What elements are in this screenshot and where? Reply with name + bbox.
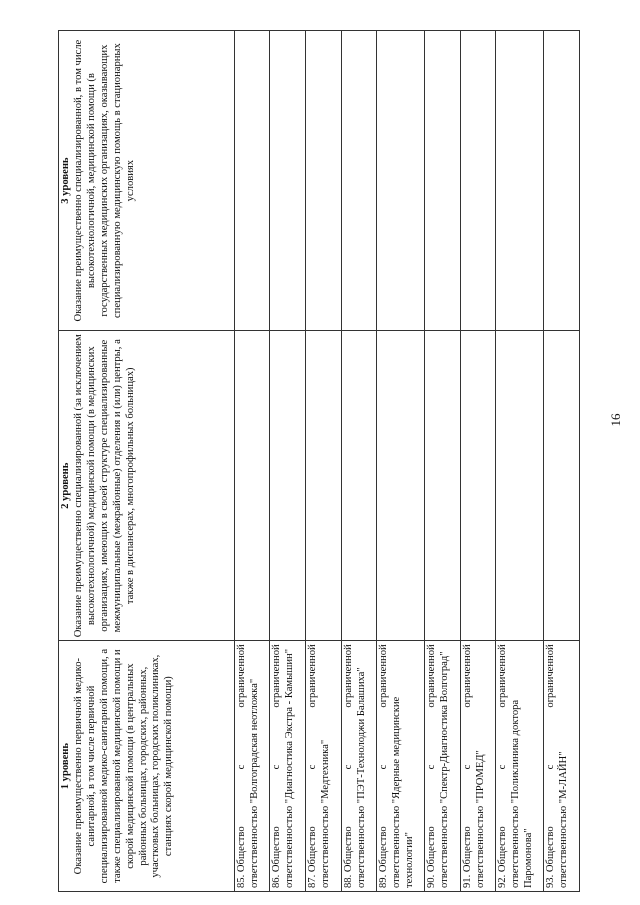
level-2-cell <box>234 331 270 641</box>
organization-cell <box>425 641 461 892</box>
organization-cell <box>544 641 580 892</box>
table-row <box>544 31 580 892</box>
word-s: с <box>342 764 354 770</box>
row-number-and-word: 89. Общество <box>378 826 390 888</box>
level-title: 1 уровень <box>60 743 71 790</box>
level-2-cell <box>341 331 377 641</box>
header-level-1 <box>59 641 235 892</box>
word-limited: ограниченной <box>342 644 354 708</box>
level-description: Оказание преимущественно специализированной, в том числе высокотехнологичной, медицинской помощи (в государственных медицинских организациях, оказывающих специализированную медицинскую помощь в стационарных условиях <box>72 39 136 322</box>
row-number-and-word: 93. Общество <box>545 826 557 888</box>
organization-cell <box>270 641 306 892</box>
word-s: с <box>271 764 283 770</box>
level-2-cell <box>425 331 461 641</box>
header-level-2 <box>59 331 235 641</box>
word-s: с <box>545 764 557 770</box>
organization-name: ответственностью "Диагностика Экстра - Камышин" <box>284 648 296 888</box>
levels-table <box>58 30 580 892</box>
level-title: 2 уровень <box>60 462 71 509</box>
organization-name: ответственностью "Ядерные медицинские технологии" <box>391 696 416 888</box>
word-s: с <box>461 764 473 770</box>
organization-name: ответственностью "Волгоградская неотложка" <box>248 678 260 888</box>
organization-cell <box>377 641 425 892</box>
word-s: с <box>497 764 509 770</box>
header-level-3 <box>59 31 235 331</box>
row-number-and-word: 86. Общество <box>271 826 283 888</box>
word-limited: ограниченной <box>271 644 283 708</box>
word-limited: ограниченной <box>461 644 473 708</box>
word-limited: ограниченной <box>545 644 557 708</box>
table-row <box>460 31 496 892</box>
level-3-cell <box>425 31 461 331</box>
organization-name: ответственностью "М-ЛАЙН" <box>558 751 570 888</box>
table-row <box>234 31 270 892</box>
table-row <box>270 31 306 892</box>
organization-cell <box>234 641 270 892</box>
table-row <box>341 31 377 892</box>
organization-cell <box>305 641 341 892</box>
row-number-and-word: 92. Общество <box>497 826 509 888</box>
level-description: Оказание преимущественно первичной медико-санитарной, в том числе первичной специализированной медико-санитарной помощи, а также специализированной медицинской помощи и скорой медицинской помощи (в центральных районных больницах, городских, районных, участковых больницах, городских поликлиниках, станциях скорой медицинской помощи) <box>72 648 175 884</box>
level-2-cell <box>305 331 341 641</box>
row-number-and-word: 87. Общество <box>306 826 318 888</box>
organization-name: ответственностью "ПЭТ-Технолоджи Балашиха" <box>355 667 367 888</box>
level-3-cell <box>234 31 270 331</box>
level-2-cell <box>270 331 306 641</box>
table-row <box>377 31 425 892</box>
organization-name: ответственностью "ПРОМЕД" <box>474 750 486 888</box>
word-limited: ограниченной <box>497 644 509 708</box>
word-limited: ограниченной <box>378 644 390 708</box>
organization-name: ответственностью "Поликлиника доктора Паромонова" <box>510 699 535 888</box>
word-limited: ограниченной <box>306 644 318 708</box>
organization-cell <box>341 641 377 892</box>
level-2-cell <box>460 331 496 641</box>
organization-name: ответственностью "Спектр-Диагностика Волгоград" <box>439 651 451 888</box>
table-row <box>425 31 461 892</box>
level-3-cell <box>544 31 580 331</box>
level-3-cell <box>341 31 377 331</box>
level-title: 3 уровень <box>60 157 71 204</box>
table-row <box>305 31 341 892</box>
word-s: с <box>426 764 438 770</box>
level-2-cell <box>544 331 580 641</box>
level-3-cell <box>305 31 341 331</box>
row-number-and-word: 91. Общество <box>461 826 473 888</box>
level-2-cell <box>496 331 544 641</box>
word-s: с <box>306 764 318 770</box>
row-number-and-word: 88. Общество <box>342 826 354 888</box>
level-3-cell <box>460 31 496 331</box>
organization-cell <box>496 641 544 892</box>
table-header-row <box>59 31 235 892</box>
level-description: Оказание преимущественно специализированной (за исключением высокотехнологичной) медицинской помощи (в медицинских организациях, имеющих в своей структуре специализированные межмуниципальные (межрайонные) отделения и (или) центры, а также в диспансерах, многопрофильных больницах) <box>72 334 136 638</box>
level-3-cell <box>496 31 544 331</box>
level-3-cell <box>377 31 425 331</box>
row-number-and-word: 90. Общество <box>426 826 438 888</box>
word-limited: ограниченной <box>235 644 247 708</box>
level-3-cell <box>270 31 306 331</box>
page-number: 16 <box>608 413 623 427</box>
table-row <box>496 31 544 892</box>
rotated-table-wrapper <box>58 30 580 892</box>
word-limited: ограниченной <box>426 644 438 708</box>
word-s: с <box>235 764 247 770</box>
level-2-cell <box>377 331 425 641</box>
row-number-and-word: 85. Общество <box>235 826 247 888</box>
word-s: с <box>378 764 390 770</box>
organization-cell <box>460 641 496 892</box>
table-body <box>234 31 579 892</box>
organization-name: ответственностью "Медтехника" <box>319 739 331 888</box>
